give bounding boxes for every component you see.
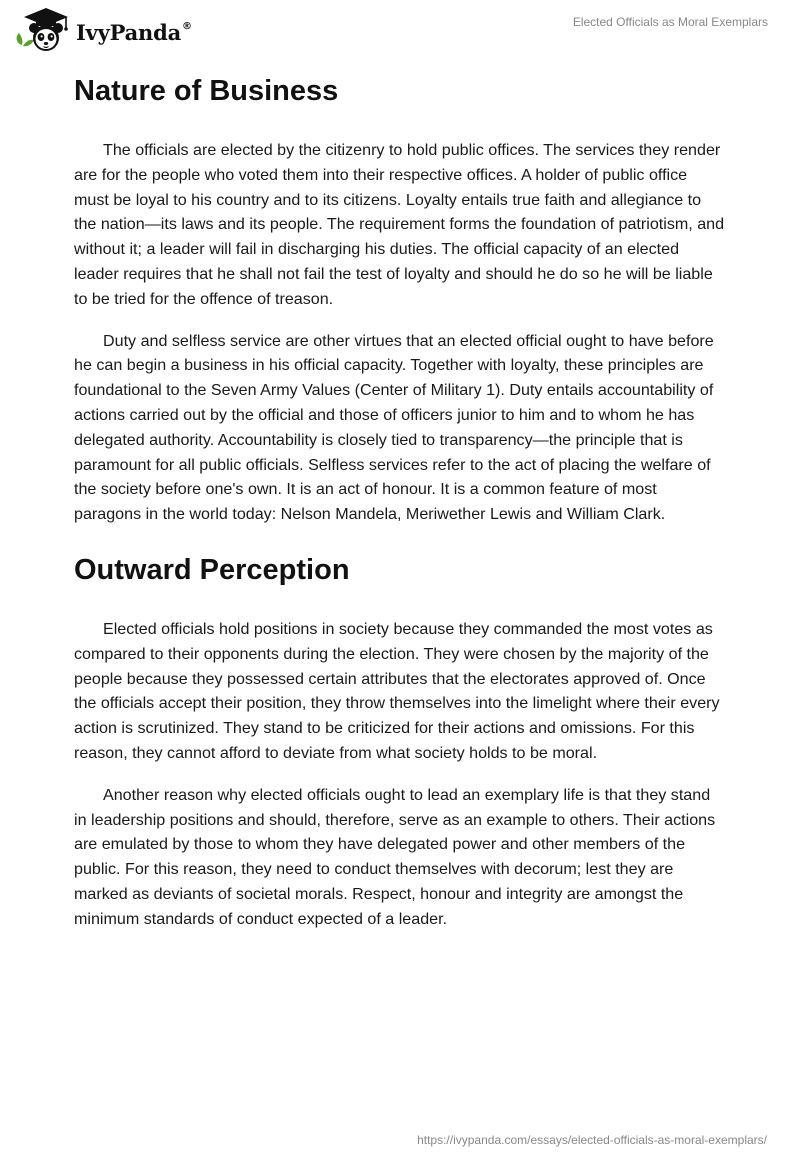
section-outward-perception [74,549,726,932]
panda-graduate-icon [14,6,72,54]
registered-mark: ® [182,20,192,32]
paragraph: Duty and selfless service are other virtues that an elected official ought to have before he can begin a business in his official capacity. Together with loyalty, these principles are foundational to the Seven Army Values (Center of Military 1). Duty entails accountability of actions carried out by the official and those of officers junior to him and to whom he has delegated authority. Accountability is closely tied to transparency—the principle that is paramount for all public officials. Selfless services refer to the act of placing the welfare of the society before one's own. It is an act of honour. It is a common feature of most paragons in the world today: Nelson Mandela, Meriwether Lewis and William Clark. [74,331,714,524]
brand-name: IvyPanda® [76,19,192,45]
section-heading: Nature of Business [74,75,339,107]
document-title: Elected Officials as Moral Exemplars [572,15,768,29]
section-heading: Outward Perception [74,553,350,586]
page-header [0,0,800,60]
paragraph: Elected officials hold positions in society because they commanded the most votes as compared to their opponents during the election. They were chosen by the majority of the people because they possessed certain attributes that the electorates approved of. Once the officials accept their position, they throw themselves into the limelight where their every action is scrutinized. They stand to be criticized for their actions and omissions. For this reason, they cannot afford to deviate from what society holds to be moral. [74,619,720,762]
ivypanda-logo[interactable] [14,6,192,54]
essay-body [74,70,726,949]
paragraph: Another reason why elected officials ought to lead an exemplary life is that they stand in leadership positions and should, therefore, serve as an example to others. Their actions are emulated by those to whom they have delegated power and other members of the public. For this reason, they need to conduct themselves with decorum; lest they are marked as deviants of societal morals. Respect, honour and integrity are amongst the minimum standards of conduct expected of a leader. [74,785,716,928]
source-url-link[interactable]: https://ivypanda.com/essays/elected-officials-as-moral-exemplars/ [417,1133,767,1147]
section-nature-of-business [74,70,726,527]
paragraph: The officials are elected by the citizenry to hold public offices. The services they render are for the people who voted them into their respective offices. A holder of public office must be loyal to his country and to its citizens. Loyalty entails true faith and allegiance to the nation—its laws and its people. The requirement forms the foundation of patriotism, and without it; a leader will fail in discharging his duties. The official capacity of an elected leader requires that he shall not fail the test of loyalty and should he do so he will be liable to be tried for the offence of treason. [74,141,725,308]
